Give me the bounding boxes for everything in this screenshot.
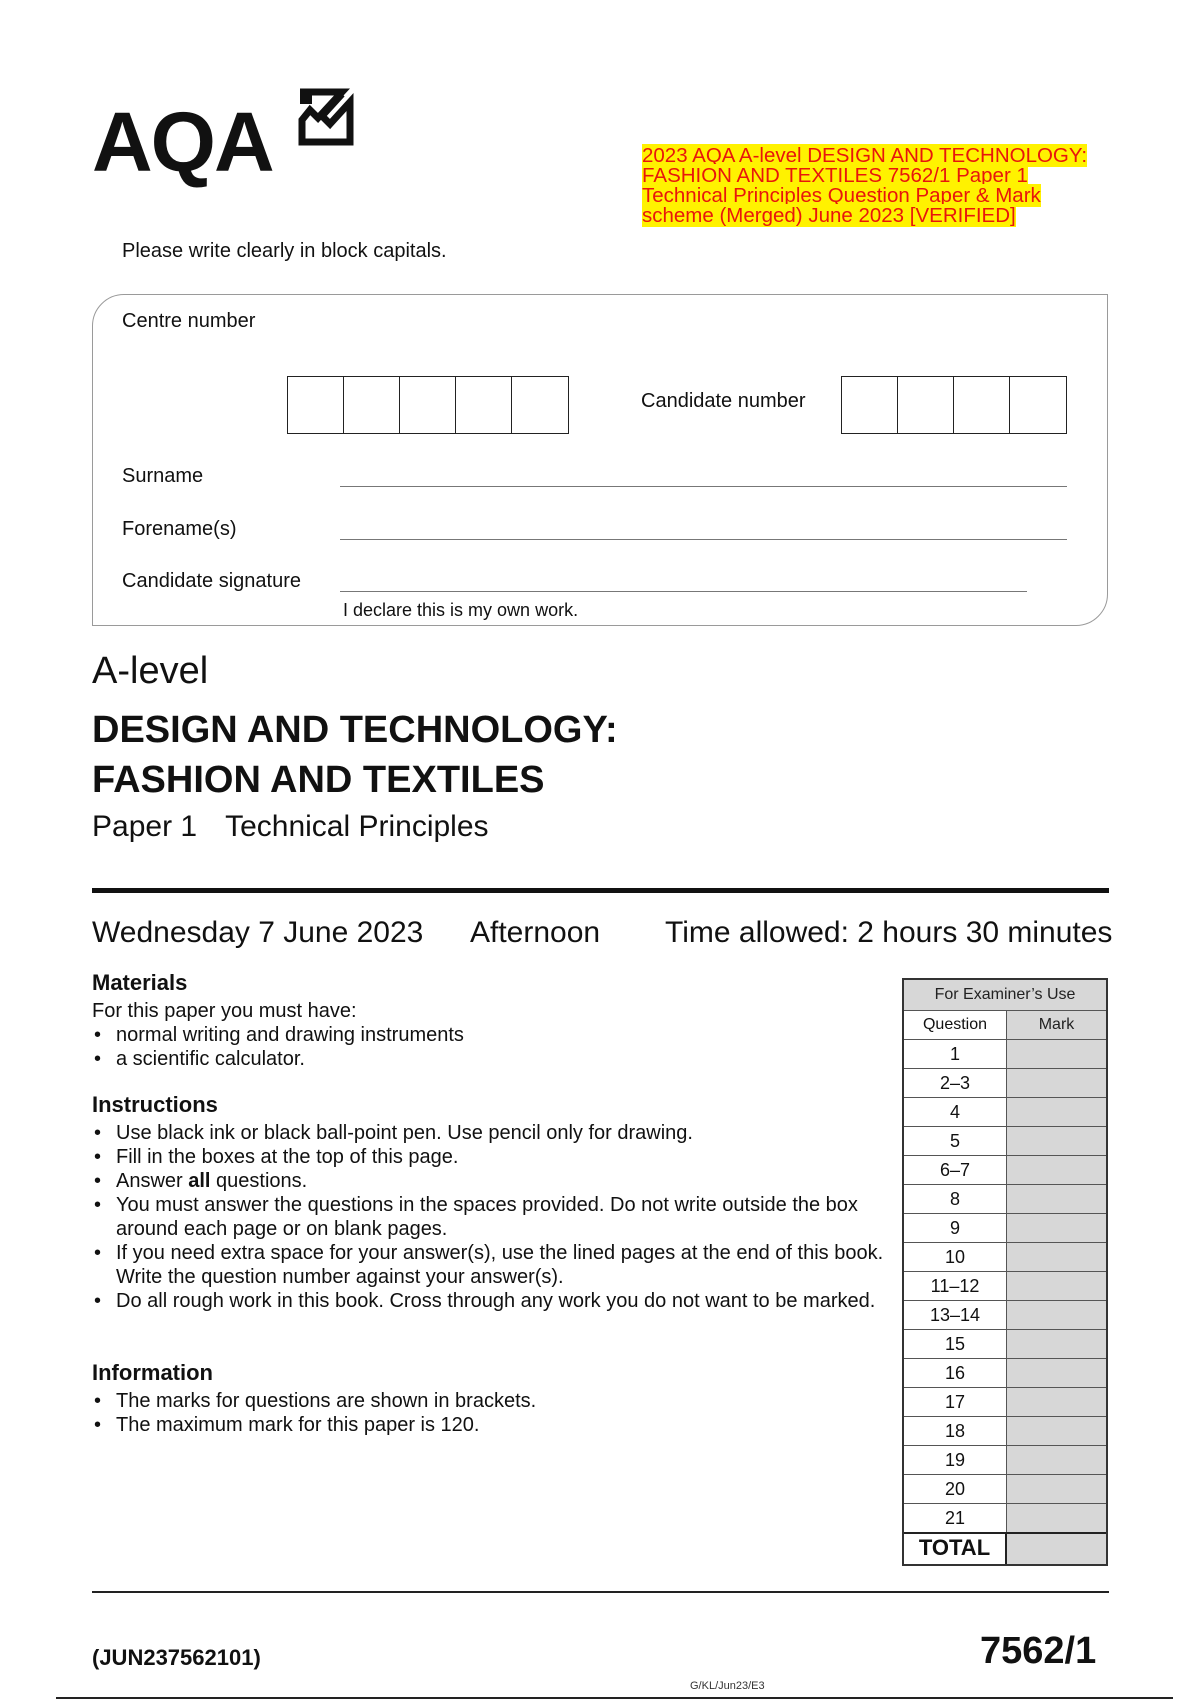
list-item: • Use black ink or black ball-point pen. Use pencil only for drawing. xyxy=(92,1121,892,1145)
centre-number-digit[interactable] xyxy=(512,377,568,433)
section-heading: Materials xyxy=(92,970,188,995)
exam-session: Afternoon xyxy=(470,916,601,949)
list-item xyxy=(92,1169,892,1193)
centre-number-digit[interactable] xyxy=(344,377,400,433)
question-number-cell: 20 xyxy=(904,1475,1007,1503)
mark-cell xyxy=(1007,1069,1106,1097)
list-item: • Do all rough work in this book. Cross through any work you do not want to be marked. xyxy=(92,1289,892,1313)
examiner-table-row xyxy=(904,1156,1106,1185)
total-mark-cell xyxy=(1007,1534,1106,1564)
mark-cell xyxy=(1007,1243,1106,1271)
subject-title-line: DESIGN AND TECHNOLOGY: xyxy=(92,709,618,751)
examiner-table-row xyxy=(904,1243,1106,1272)
block-capitals-note: Please write clearly in block capitals. xyxy=(122,240,447,262)
document-title-highlight: 2023 AQA A-level DESIGN AND TECHNOLOGY: FASHION AND TEXTILES 7562/1 Paper 1 Technical Principles Question Paper & Mark scheme (Merged) June 2023 [VERIFIED] xyxy=(642,144,1088,227)
time-allowed: Time allowed: 2 hours 30 minutes xyxy=(665,916,1113,949)
examiner-use-table xyxy=(902,978,1108,1566)
candidate-number-digit[interactable] xyxy=(1010,377,1066,433)
mark-cell xyxy=(1007,1098,1106,1126)
declaration-text: I declare this is my own work. xyxy=(343,600,579,620)
question-number-cell: 21 xyxy=(904,1504,1007,1532)
page-bottom-rule xyxy=(56,1697,1173,1699)
question-number-cell: 5 xyxy=(904,1127,1007,1155)
examiner-table-title: For Examiner’s Use xyxy=(904,980,1106,1011)
mark-cell xyxy=(1007,1301,1106,1329)
centre-number-label: Centre number xyxy=(122,310,256,332)
question-number-cell: 4 xyxy=(904,1098,1007,1126)
question-number-cell: 15 xyxy=(904,1330,1007,1358)
paper-title xyxy=(92,810,517,844)
centre-number-digit[interactable] xyxy=(400,377,456,433)
question-number-cell: 11–12 xyxy=(904,1272,1007,1300)
examiner-table-row xyxy=(904,1446,1106,1475)
examiner-table-row xyxy=(904,1272,1106,1301)
question-number-cell: 8 xyxy=(904,1185,1007,1213)
section-heading: Information xyxy=(92,1360,213,1385)
signature-label: Candidate signature xyxy=(122,570,302,592)
mark-column-header: Mark xyxy=(1038,1016,1075,1033)
candidate-number-label: Candidate number xyxy=(641,390,806,412)
subject-title-line: FASHION AND TEXTILES xyxy=(92,759,545,801)
aqa-mark-icon xyxy=(296,88,354,146)
information-section xyxy=(92,1360,872,1437)
forenames-line[interactable] xyxy=(340,539,1067,540)
list-item: • The marks for questions are shown in brackets. xyxy=(92,1389,872,1413)
mark-cell xyxy=(1007,1504,1106,1532)
examiner-table-header xyxy=(904,1011,1106,1040)
footer-reference: G/KL/Jun23/E3 xyxy=(690,1680,765,1692)
question-number-cell: 2–3 xyxy=(904,1069,1007,1097)
candidate-number-digit[interactable] xyxy=(898,377,954,433)
mark-cell xyxy=(1007,1185,1106,1213)
examiner-table-row xyxy=(904,1098,1106,1127)
subject-title xyxy=(92,705,618,805)
mark-cell xyxy=(1007,1040,1106,1068)
specification-code: 7562/1 xyxy=(980,1630,1097,1672)
surname-line[interactable] xyxy=(340,486,1067,487)
paper-code: (JUN237562101) xyxy=(92,1645,261,1670)
examiner-table-row xyxy=(904,1069,1106,1098)
candidate-number-digit[interactable] xyxy=(954,377,1010,433)
mark-cell xyxy=(1007,1446,1106,1474)
list-item: • normal writing and drawing instruments xyxy=(92,1023,872,1047)
mark-cell xyxy=(1007,1214,1106,1242)
examiner-table-row xyxy=(904,1417,1106,1446)
paper-name: Technical Principles xyxy=(225,810,489,843)
mark-cell xyxy=(1007,1475,1106,1503)
list-item: • a scientific calculator. xyxy=(92,1047,872,1071)
signature-line[interactable] xyxy=(340,591,1027,592)
divider-thin xyxy=(92,1591,1109,1593)
answer-emphasis: all xyxy=(188,1170,211,1192)
examiner-table-row xyxy=(904,1388,1106,1417)
instructions-section xyxy=(92,1092,892,1313)
list-item: • Fill in the boxes at the top of this page. xyxy=(92,1145,892,1169)
examiner-table-row xyxy=(904,1504,1106,1532)
examiner-table-row xyxy=(904,1185,1106,1214)
question-number-cell: 16 xyxy=(904,1359,1007,1387)
question-number-cell: 17 xyxy=(904,1388,1007,1416)
examiner-table-row xyxy=(904,1301,1106,1330)
qualification-level: A-level xyxy=(92,650,209,692)
aqa-logo-text: AQA xyxy=(92,95,273,189)
surname-label: Surname xyxy=(122,465,204,487)
centre-number-boxes[interactable] xyxy=(287,376,569,434)
mark-cell xyxy=(1007,1330,1106,1358)
list-item: • If you need extra space for your answer(s), use the lined pages at the end of this book. Write the question number against your answer(s). xyxy=(92,1241,892,1289)
mark-cell xyxy=(1007,1127,1106,1155)
forenames-label: Forename(s) xyxy=(122,518,237,540)
section-heading: Instructions xyxy=(92,1092,218,1117)
centre-number-digit[interactable] xyxy=(456,377,512,433)
question-column-header: Question xyxy=(904,1011,1007,1039)
candidate-number-boxes[interactable] xyxy=(841,376,1067,434)
total-label: TOTAL xyxy=(904,1534,1007,1564)
list-item: • The maximum mark for this paper is 120. xyxy=(92,1413,872,1437)
answer-suffix: questions. xyxy=(210,1170,308,1192)
question-number-cell: 18 xyxy=(904,1417,1007,1445)
examiner-table-row xyxy=(904,1214,1106,1243)
question-number-cell: 13–14 xyxy=(904,1301,1007,1329)
question-number-cell: 6–7 xyxy=(904,1156,1007,1184)
list-item: • You must answer the questions in the spaces provided. Do not write outside the box around each page or on blank pages. xyxy=(92,1193,892,1241)
mark-cell xyxy=(1007,1417,1106,1445)
divider-thick xyxy=(92,888,1109,893)
question-number-cell: 19 xyxy=(904,1446,1007,1474)
mark-cell xyxy=(1007,1156,1106,1184)
question-number-cell: 1 xyxy=(904,1040,1007,1068)
mark-cell xyxy=(1007,1388,1106,1416)
examiner-table-body xyxy=(904,1040,1106,1532)
centre-number-digit[interactable] xyxy=(288,377,344,433)
mark-cell xyxy=(1007,1359,1106,1387)
examiner-table-row xyxy=(904,1127,1106,1156)
total-row xyxy=(904,1532,1106,1564)
question-number-cell: 10 xyxy=(904,1243,1007,1271)
examiner-table-row xyxy=(904,1330,1106,1359)
materials-section xyxy=(92,970,872,1071)
paper-number: Paper 1 xyxy=(92,810,198,843)
examiner-table-row xyxy=(904,1475,1106,1504)
candidate-number-digit[interactable] xyxy=(842,377,898,433)
examiner-table-row xyxy=(904,1359,1106,1388)
answer-prefix: Answer xyxy=(116,1170,189,1192)
mark-cell xyxy=(1007,1272,1106,1300)
exam-date: Wednesday 7 June 2023 xyxy=(92,916,424,949)
materials-intro: For this paper you must have: xyxy=(92,1000,357,1022)
examiner-table-row xyxy=(904,1040,1106,1069)
question-number-cell: 9 xyxy=(904,1214,1007,1242)
